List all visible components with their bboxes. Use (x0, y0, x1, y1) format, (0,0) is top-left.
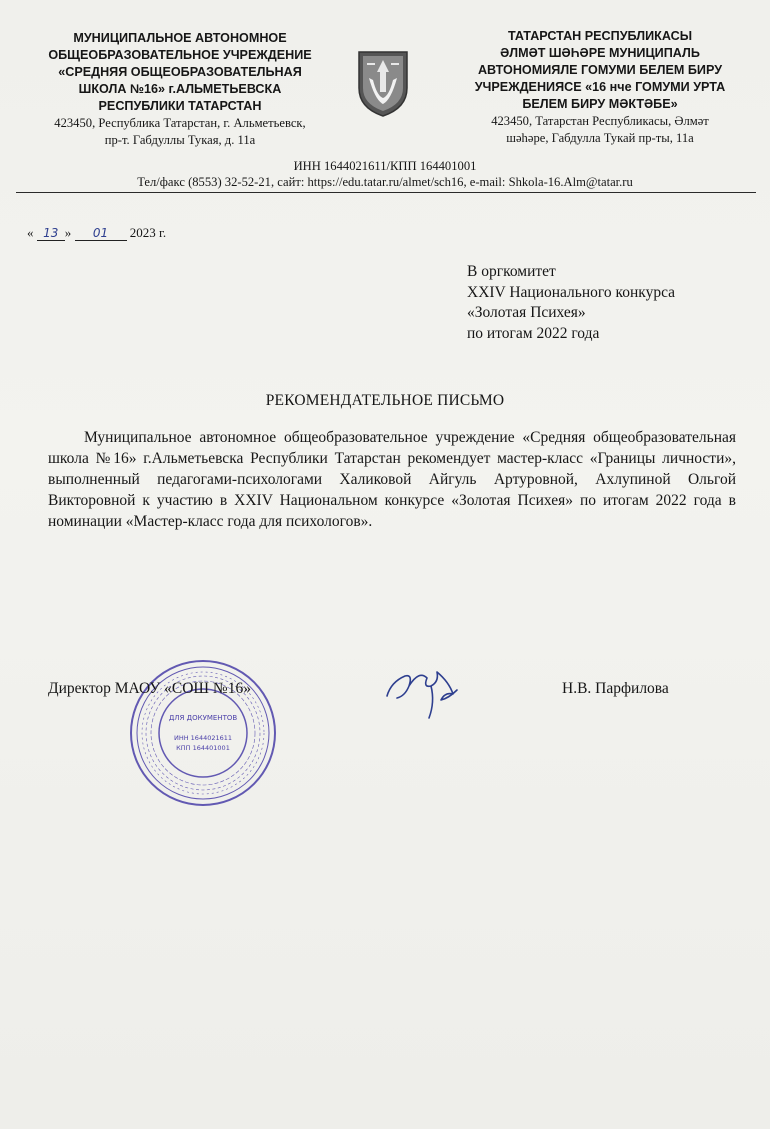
coat-of-arms-icon (355, 48, 411, 118)
date-month: 01 (75, 226, 127, 241)
date-close-quote: » (64, 225, 72, 240)
org-address-ru: 423450, Республика Татарстан, г. Альметьевск, пр-т. Габдуллы Тукая, д. 11а (54, 116, 306, 147)
org-address-tt: 423450, Татарстан Республикасы, Әлмәт шәһәре, Габдулла Тукай пр-ты, 11а (491, 114, 709, 145)
recipient-line: по итогам 2022 года (467, 324, 600, 342)
letter-title: РЕКОМЕНДАТЕЛЬНОЕ ПИСЬМО (265, 392, 505, 409)
stamp-inn: ИНН 1644021611 (173, 734, 233, 742)
stamp-kpp: КПП 164401001 (176, 744, 230, 752)
recipient-line: XXIV Национального конкурса (467, 283, 676, 301)
org-name-ru: МУНИЦИПАЛЬНОЕ АВТОНОМНОЕ ОБЩЕОБРАЗОВАТЕЛЬНОЕ УЧРЕЖДЕНИЕ «СРЕДНЯЯ ОБЩЕОБРАЗОВАТЕЛЬНАЯ ШКОЛА №16» г.АЛЬМЕТЬЕВСКА РЕСПУБЛИКИ ТАТАРСТАН (48, 31, 312, 113)
signatory-role: Директор МАОУ «СОШ №16» (48, 680, 251, 697)
recipient-line: «Золотая Психея» (467, 304, 586, 321)
recipient-block (467, 262, 675, 344)
inn-kpp: ИНН 1644021611/КПП 164401001 (293, 159, 477, 173)
stamp-inner-text: ДЛЯ ДОКУМЕНТОВ (168, 714, 238, 722)
org-name-tt: ТАТАРСТАН РЕСПУБЛИКАСЫ ӘЛМӘТ ШӘҺӘРЕ МУНИЦИПАЛЬ АВТОНОМИЯЛЕ ГОМУМИ БЕЛЕМ БИРУ УЧРЕЖДЕНИЯСЕ «16 нче ГОМУМИ УРТА БЕЛЕМ БИРУ МӘКТӘБЕ» (474, 29, 726, 111)
header-right-org (450, 28, 750, 147)
signatory-name: Н.В. Парфилова (562, 680, 669, 697)
recipient-line: В оргкомитет (467, 263, 556, 280)
header-divider (16, 192, 756, 193)
handwritten-signature-icon (383, 652, 473, 727)
letter-body: Муниципальное автономное общеобразовательное учреждение «Средняя общеобразовательная школа №16» г.Альметьевска Республики Татарстан рекомендует мастер-класс «Границы личности», выполненный педагогами-психологами Халиковой Айгуль Артуровной, Ахлупиной Ольгой Викторовной к участию в XXIV Национальном конкурсе «Золотая Психея» по итогам 2022 года в номинации «Мастер-класс года для психологов». (48, 429, 736, 530)
date-open-quote: « (27, 225, 34, 240)
letter-date (27, 225, 166, 241)
date-year: 2023 г. (129, 225, 167, 240)
date-day: 13 (37, 226, 65, 241)
header-left-org (30, 30, 330, 149)
contacts-line: Тел/факс (8553) 32-52-21, сайт: https://edu.tatar.ru/almet/sch16, e-mail: Shkola-16.Alm@tatar.ru (137, 175, 633, 189)
